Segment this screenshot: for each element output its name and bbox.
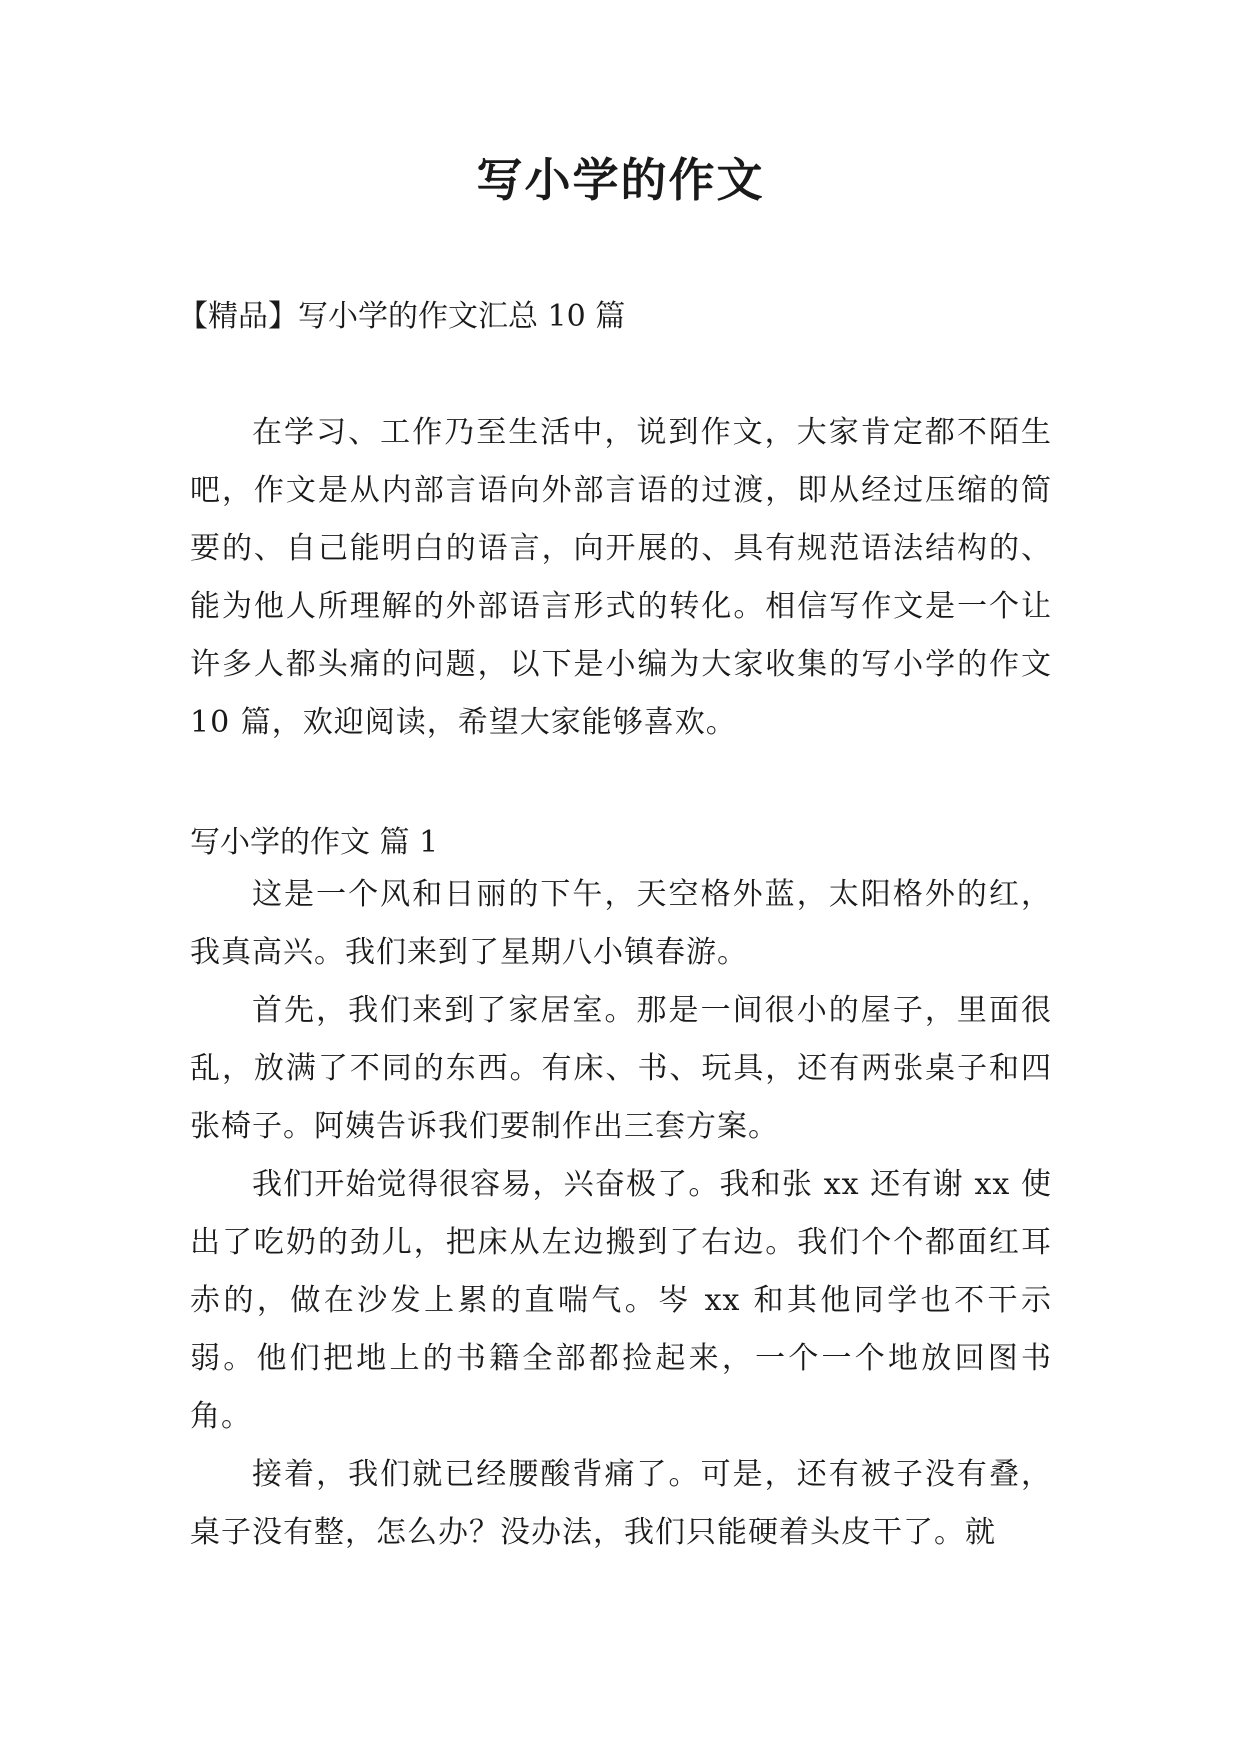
intro-paragraph: 在学习、工作乃至生活中，说到作文，大家肯定都不陌生吧，作文是从内部言语向外部言语的过渡，即从经过压缩的简要的、自己能明白的语言，向开展的、具有规范语法结构的、能为他人所理解的外部语言形式的转化。相信写作文是一个让许多人都头痛的问题，以下是小编为大家收集的写小学的作文 10 篇，欢迎阅读，希望大家能够喜欢。: [190, 415, 1052, 740]
body-paragraph-2: 首先，我们来到了家居室。那是一间很小的屋子，里面很乱，放满了不同的东西。有床、书、玩具，还有两张桌子和四张椅子。阿姨告诉我们要制作出三套方案。: [190, 993, 1052, 1144]
section-body: [190, 866, 1052, 1562]
body-paragraph-1: 这是一个风和日丽的下午，天空格外蓝，太阳格外的红，我真高兴。我们来到了星期八小镇春游。: [190, 877, 1052, 970]
body-paragraph-4: 接着，我们就已经腰酸背痛了。可是，还有被子没有叠，桌子没有整，怎么办？没办法，我们只能硬着头皮干了。就: [190, 1457, 1052, 1550]
document-title: 写小学的作文: [476, 153, 765, 207]
intro-block: [190, 404, 1052, 752]
body-paragraph-3: 我们开始觉得很容易，兴奋极了。我和张 xx 还有谢 xx 使出了吃奶的劲儿，把床从左边搬到了右边。我们个个都面红耳赤的，做在沙发上累的直喘气。岑 xx 和其他同学也不干示弱。他们把地上的书籍全部都捡起来，一个一个地放回图书角。: [190, 1167, 1052, 1434]
section-heading: 写小学的作文 篇 1: [190, 825, 439, 860]
document-subtitle: 【精品】写小学的作文汇总 10 篇: [178, 299, 626, 334]
